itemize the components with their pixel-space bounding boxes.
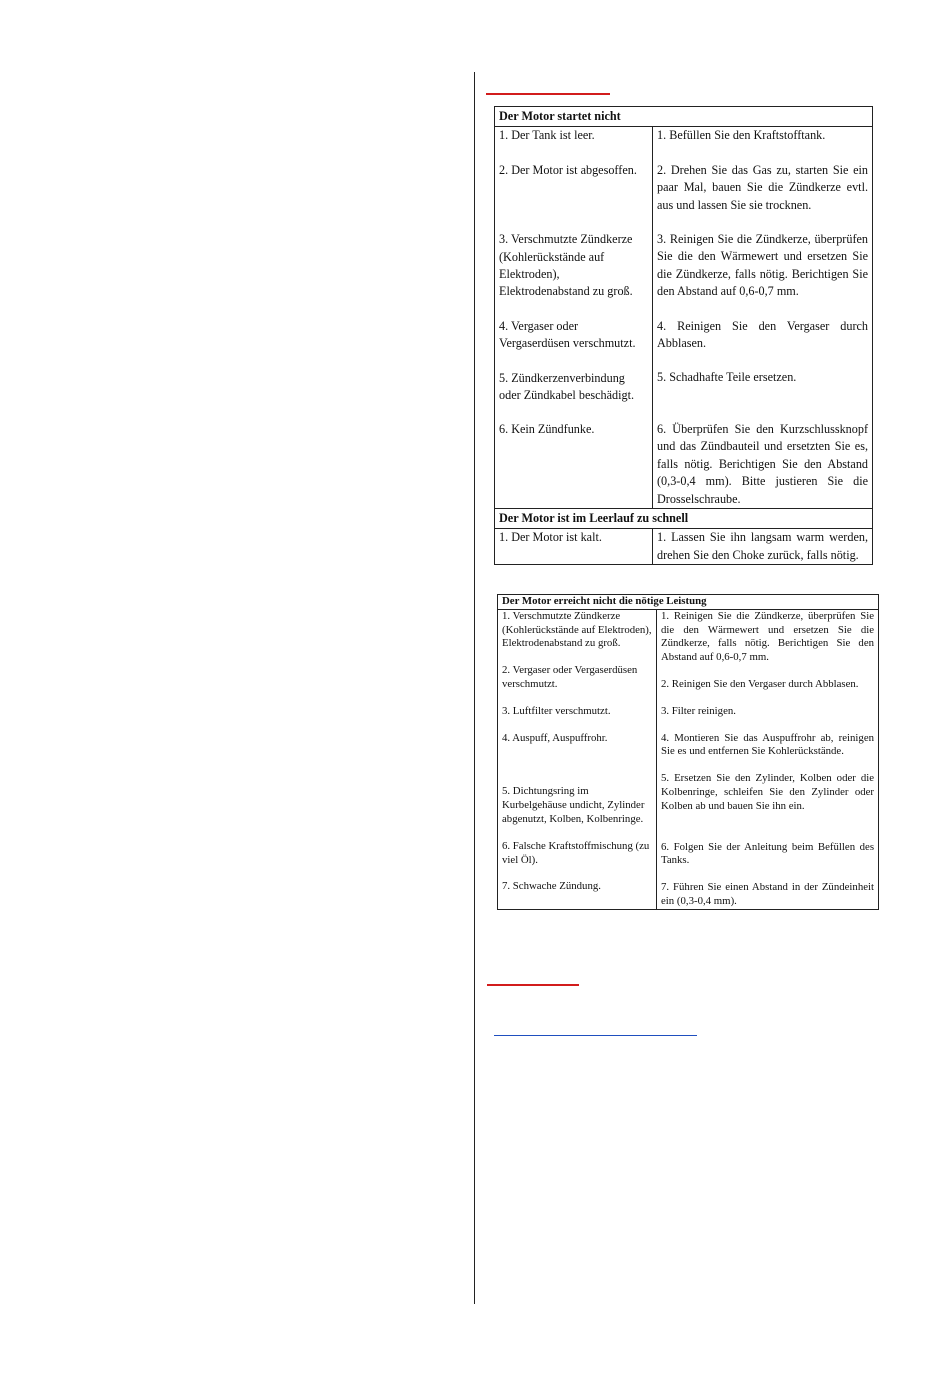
remedy-text: 1. Lassen Sie ihn langsam warm werden, drehen Sie den Choke zurück, falls nötig. [657, 530, 869, 562]
remedy-column [653, 127, 873, 509]
redacted-link-line [494, 1035, 697, 1036]
remedy-cell: 4. Reinigen Sie den Vergaser durch Abblasen. [657, 318, 869, 351]
cause-cell: 6. Kein Zündfunke. [499, 422, 595, 437]
cause-cell: 7. Schwache Zündung. [502, 880, 601, 893]
cause-column [495, 127, 653, 509]
cause-cell: 1. Verschmutzte Zündkerze (Kohlerückstände auf Elektroden), Elektrodenabstand zu groß. [502, 609, 652, 650]
cause-cell: 5. Dichtungsring im Kurbelgehäuse undicht, Zylinder abgenutzt, Kolben, Kolbenringe. [502, 785, 645, 825]
cause-cell: 2. Vergaser oder Vergaserdüsen verschmutzt. [502, 664, 638, 690]
remedy-cell: 5. Ersetzen Sie den Zylinder, Kolben oder die Kolbenringe, schleifen Sie den Zylinder oder Kolben ab und bauen Sie ihn ein. [661, 772, 875, 812]
remedy-cell: 4. Montieren Sie das Auspuffrohr ab, reinigen Sie es und entfernen Sie Kohlerückstände. [661, 731, 875, 758]
table-section-header [495, 508, 873, 528]
cause-cell: 6. Falsche Kraftstoffmischung (zu viel Öl). [502, 839, 650, 866]
table-section-header [495, 107, 873, 127]
cause-cell: 1. Der Motor ist kalt. [495, 529, 653, 565]
remedy-cell: 2. Reinigen Sie den Vergaser durch Abblasen. [661, 677, 859, 690]
remedy-cell: 5. Schadhafte Teile ersetzen. [657, 370, 797, 385]
redacted-heading-line [486, 93, 610, 95]
cause-cell: 5. Zündkerzenverbindung oder Zündkabel beschädigt. [499, 370, 635, 403]
cause-cell: 2. Der Motor ist abgesoffen. [499, 162, 637, 177]
cause-cell: 4. Auspuff, Auspuffrohr. [502, 731, 608, 744]
remedy-cell: 3. Filter reinigen. [661, 704, 736, 717]
cause-column [498, 609, 657, 909]
remedy-cell: 1. Befüllen Sie den Kraftstofftank. [657, 128, 826, 143]
table-section-header [498, 595, 879, 610]
troubleshooting-table-power [497, 594, 879, 910]
cause-cell: 4. Vergaser oder Vergaserdüsen verschmutzt. [499, 318, 636, 351]
remedy-cell: 7. Führen Sie einen Abstand in der Zündeinheit ein (0,3-0,4 mm). [661, 881, 875, 907]
table-row [495, 529, 873, 565]
table-row [498, 609, 879, 909]
section-header-idle-too-fast: Der Motor ist im Leerlauf zu schnell [495, 508, 873, 528]
column-divider [474, 72, 475, 1304]
cause-cell: 1. Der Tank ist leer. [499, 128, 595, 143]
section-header-engine-not-starting: Der Motor startet nicht [495, 107, 873, 127]
remedy-cell [653, 529, 873, 565]
remedy-cell: 6. Folgen Sie der Anleitung beim Befüllen des Tanks. [661, 840, 875, 867]
remedy-column [657, 609, 879, 909]
cause-cell: 3. Luftfilter verschmutzt. [502, 704, 611, 717]
table-row [495, 127, 873, 509]
redacted-heading-line [487, 984, 579, 986]
remedy-cell: 3. Reinigen Sie die Zündkerze, überprüfen Sie die den Wärmewert und ersetzen Sie die Zündkerze, falls nötig. Berichtigen Sie den Abstand auf 0,6-0,7 mm. [657, 232, 869, 299]
remedy-cell: 2. Drehen Sie das Gas zu, starten Sie ein paar Mal, bauen Sie die Zündkerze evtl. aus und lassen Sie sie trocknen. [657, 162, 869, 212]
troubleshooting-table-start [494, 106, 873, 565]
remedy-cell: 6. Überprüfen Sie den Kurzschlussknopf und das Zündbauteil und ersetzten Sie es, falls nötig. Berichtigen Sie den Abstand (0,3-0,4 mm). Bitte justieren Sie die Drosselschraube. [657, 421, 869, 506]
remedy-cell: 1. Reinigen Sie die Zündkerze, überprüfen Sie die den Wärmewert und ersetzen Sie die Zündkerze, falls nötig. Berichtigen Sie den Abstand auf 0,6-0,7 mm. [661, 609, 875, 664]
cause-cell: 3. Verschmutzte Zündkerze (Kohlerückstände auf Elektroden), Elektrodenabstand zu groß. [499, 232, 633, 299]
section-header-insufficient-power: Der Motor erreicht nicht die nötige Leistung [498, 595, 879, 610]
